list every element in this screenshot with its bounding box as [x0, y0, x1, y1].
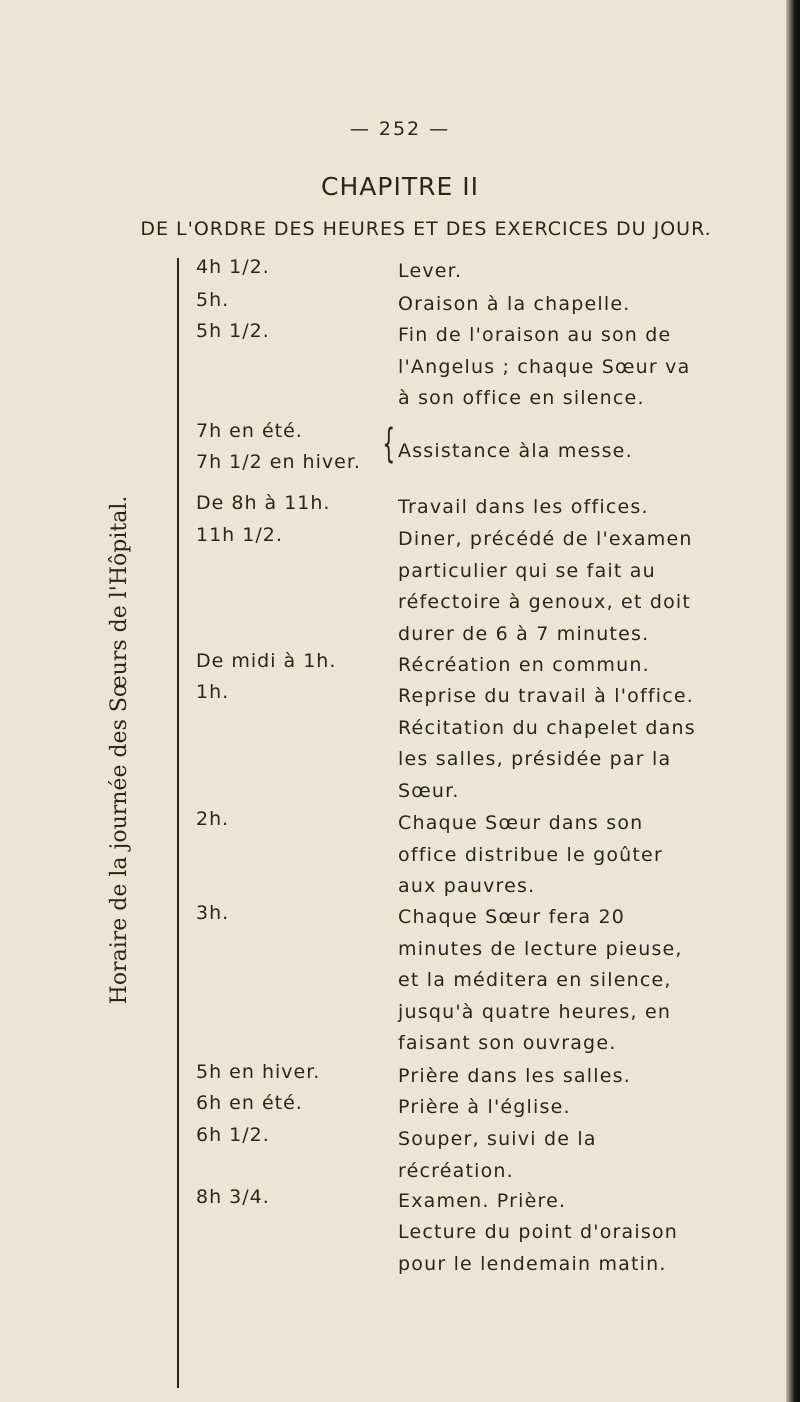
time-12: 6h en été. — [196, 1092, 303, 1114]
time-1: 5h. — [196, 289, 230, 311]
activity-5: Travail dans les offices. — [398, 496, 649, 518]
activity-15: Lecture du point d'oraison pour le lendemain matin. — [398, 1221, 679, 1275]
activity-8: Reprise du travail à l'office. Récitation du chapelet dans les salles, présidée par la Sœur. — [398, 685, 696, 802]
activity-13: Souper, suivi de la récréation. — [398, 1128, 597, 1182]
time-0: 4h 1/2. — [196, 256, 270, 278]
activity-6: Diner, précédé de l'examen particulier qui se fait au réfectoire à genoux, et doit durer de 6 à 7 minutes. — [398, 528, 693, 645]
side-label-vertical: Horaire de la journée des Sœurs de l'Hôpital. — [107, 495, 132, 1005]
book-spine-shadow — [786, 0, 800, 1402]
time-8: 1h. — [196, 681, 230, 703]
time-7: De midi à 1h. — [196, 650, 337, 672]
time-11: 5h en hiver. — [196, 1061, 321, 1083]
chapter-subtitle: DE L'ORDRE DES HEURES ET DES EXERCICES DU JOUR. — [140, 218, 712, 240]
vertical-rule — [177, 258, 179, 1388]
time-10: 3h. — [196, 902, 230, 924]
activity-9: Chaque Sœur dans son office distribue le goûter aux pauvres. — [398, 812, 663, 897]
time-4: 7h 1/2 en hiver. — [196, 451, 361, 473]
activity-12: Prière à l'église. — [398, 1096, 571, 1118]
activity-4: Assistance àla messe. — [398, 440, 633, 462]
activity-11: Prière dans les salles. — [398, 1065, 631, 1087]
activity-14: Examen. Prière. — [398, 1190, 567, 1212]
brace-glyph: { — [382, 421, 396, 467]
activity-1: Oraison à la chapelle. — [398, 293, 631, 315]
page-number: — 252 — — [349, 118, 451, 140]
time-5: De 8h à 11h. — [196, 492, 331, 514]
activity-10: Chaque Sœur fera 20 minutes de lecture pieuse, et la méditera en silence, jusqu'à quatre heures, en faisant son ouvrage. — [398, 906, 683, 1054]
time-13: 6h 1/2. — [196, 1124, 270, 1146]
time-14: 8h 3/4. — [196, 1186, 270, 1208]
chapter-title: CHAPITRE II — [321, 172, 479, 201]
time-3: 7h en été. — [196, 420, 303, 442]
activity-2: Fin de l'oraison au son de l'Angelus ; chaque Sœur va à son office en silence. — [398, 324, 691, 409]
activity-0: Lever. — [398, 260, 463, 282]
time-9: 2h. — [196, 808, 230, 830]
time-6: 11h 1/2. — [196, 524, 283, 546]
activity-7: Récréation en commun. — [398, 654, 650, 676]
time-2: 5h 1/2. — [196, 320, 270, 342]
